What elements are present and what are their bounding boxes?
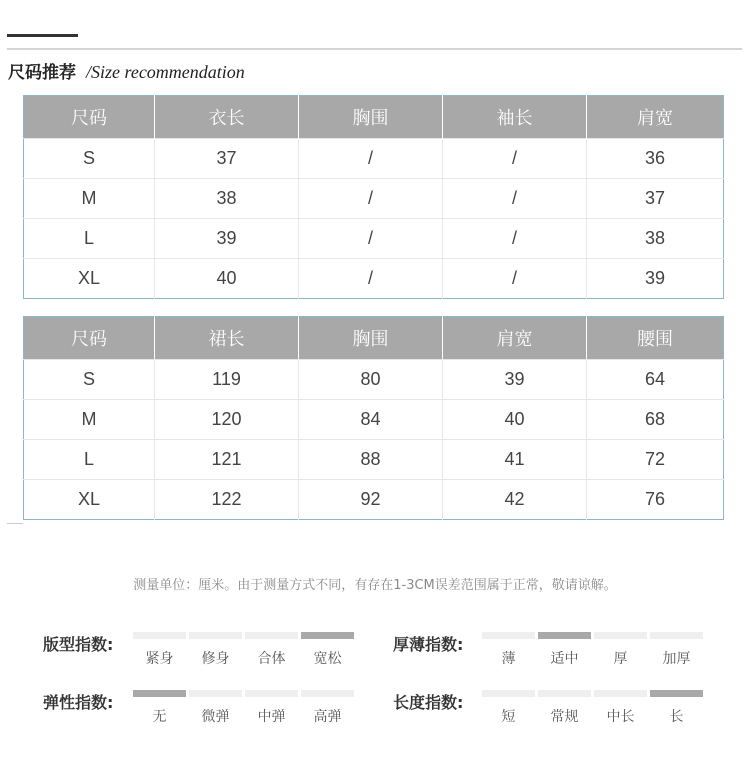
fit-option	[245, 632, 298, 668]
table-cell: XL	[24, 480, 155, 520]
col-waist-header: 腰围	[587, 317, 724, 360]
index-bar	[245, 690, 298, 697]
col-size-header: 尺码	[24, 96, 155, 139]
length-option	[482, 690, 535, 726]
col-bust-header: 胸围	[299, 317, 443, 360]
index-option-label: 无	[152, 709, 167, 725]
table-row	[24, 179, 724, 219]
table-cell: 39	[155, 219, 299, 259]
table-cell: 122	[155, 480, 299, 520]
index-bar	[650, 690, 703, 697]
elasticity-option	[301, 690, 354, 726]
index-bar	[538, 690, 591, 697]
thickness-option	[594, 632, 647, 668]
table-cell: 41	[443, 440, 587, 480]
table-cell: 36	[587, 139, 724, 179]
table-cell: XL	[24, 259, 155, 299]
col-sleeve-header: 袖长	[443, 96, 587, 139]
index-bar	[482, 632, 535, 639]
table-cell: /	[299, 219, 443, 259]
table-cell: 88	[299, 440, 443, 480]
table-cell: S	[24, 139, 155, 179]
index-bar	[594, 632, 647, 639]
table-row	[24, 219, 724, 259]
index-bar	[133, 690, 186, 697]
index-bar	[301, 690, 354, 697]
table-cell: 76	[587, 480, 724, 520]
table-cell: 37	[587, 179, 724, 219]
thickness-option	[538, 632, 591, 668]
table-cell: 121	[155, 440, 299, 480]
index-option-label: 常规	[550, 709, 579, 725]
table-cell: 64	[587, 360, 724, 400]
col-length-header: 衣长	[155, 96, 299, 139]
table-cell: 37	[155, 139, 299, 179]
table-cell: 120	[155, 400, 299, 440]
index-option-label: 微弹	[201, 709, 230, 725]
table-header-row	[24, 96, 724, 139]
index-option-label: 加厚	[662, 651, 691, 667]
table-cell: /	[299, 179, 443, 219]
table-row	[24, 440, 724, 480]
index-option-label: 高弹	[313, 709, 342, 725]
table-cell: /	[443, 259, 587, 299]
top-size-table	[23, 95, 724, 299]
table-cell: L	[24, 219, 155, 259]
title-zh: 尺码推荐	[8, 63, 76, 83]
table-cell: 40	[155, 259, 299, 299]
table-row	[24, 139, 724, 179]
table-row	[24, 480, 724, 520]
table-cell: 72	[587, 440, 724, 480]
index-bar	[189, 690, 242, 697]
table-cell: /	[299, 259, 443, 299]
index-bar	[189, 632, 242, 639]
divider-line	[7, 523, 23, 524]
length-option	[594, 690, 647, 726]
table-cell: 40	[443, 400, 587, 440]
bottom-size-table	[23, 316, 724, 520]
index-bar	[594, 690, 647, 697]
length-index-label: 长度指数:	[393, 693, 464, 712]
index-option-label: 紧身	[145, 651, 174, 667]
table-cell: M	[24, 179, 155, 219]
table-cell: 84	[299, 400, 443, 440]
table-cell: 92	[299, 480, 443, 520]
elasticity-option	[133, 690, 186, 726]
index-option-label: 中长	[606, 709, 635, 725]
thickness-option	[482, 632, 535, 668]
measurement-note: 测量单位：厘米。由于测量方式不同，有存在1-3CM误差范围属于正常，敬请谅解。	[133, 578, 617, 593]
table-cell: 68	[587, 400, 724, 440]
index-option-label: 宽松	[313, 651, 342, 667]
col-size-header: 尺码	[24, 317, 155, 360]
fit-option	[301, 632, 354, 668]
index-option-label: 短	[501, 709, 516, 725]
table-cell: L	[24, 440, 155, 480]
index-bar	[301, 632, 354, 639]
col-shoulder-header: 肩宽	[443, 317, 587, 360]
elasticity-index	[43, 690, 363, 740]
index-option-label: 厚	[613, 651, 628, 667]
header-divider	[7, 48, 742, 50]
col-shoulder-header: 肩宽	[587, 96, 724, 139]
fit-option	[189, 632, 242, 668]
elasticity-option	[245, 690, 298, 726]
top-accent-bar	[7, 34, 78, 37]
thickness-option	[650, 632, 703, 668]
fit-option	[133, 632, 186, 668]
fit-index	[43, 632, 363, 682]
title-en: /Size recommendation	[86, 62, 245, 82]
length-option	[650, 690, 703, 726]
table-row	[24, 259, 724, 299]
length-index	[393, 690, 713, 740]
index-bar	[245, 632, 298, 639]
index-option-label: 修身	[201, 651, 230, 667]
table-cell: /	[443, 139, 587, 179]
index-option-label: 中弹	[257, 709, 286, 725]
col-bust-header: 胸围	[299, 96, 443, 139]
elasticity-option	[189, 690, 242, 726]
index-option-label: 长	[669, 709, 684, 725]
table-cell: 39	[587, 259, 724, 299]
table-row	[24, 400, 724, 440]
table-cell: /	[299, 139, 443, 179]
index-bar	[482, 690, 535, 697]
table-cell: 119	[155, 360, 299, 400]
table-cell: 38	[155, 179, 299, 219]
thickness-index	[393, 632, 713, 682]
index-bar	[133, 632, 186, 639]
index-option-label: 合体	[257, 651, 286, 667]
length-option	[538, 690, 591, 726]
fit-index-label: 版型指数:	[43, 635, 114, 654]
table-row	[24, 360, 724, 400]
table-cell: /	[443, 179, 587, 219]
table-cell: 39	[443, 360, 587, 400]
table-cell: S	[24, 360, 155, 400]
elasticity-index-label: 弹性指数:	[43, 693, 114, 712]
table-cell: 38	[587, 219, 724, 259]
col-skirt-length-header: 裙长	[155, 317, 299, 360]
index-bar	[650, 632, 703, 639]
table-cell: 80	[299, 360, 443, 400]
table-cell: /	[443, 219, 587, 259]
index-bar	[538, 632, 591, 639]
index-option-label: 适中	[550, 651, 579, 667]
section-title	[8, 58, 245, 82]
table-cell: 42	[443, 480, 587, 520]
index-option-label: 薄	[501, 651, 516, 667]
table-header-row	[24, 317, 724, 360]
table-cell: M	[24, 400, 155, 440]
thickness-index-label: 厚薄指数:	[393, 635, 464, 654]
